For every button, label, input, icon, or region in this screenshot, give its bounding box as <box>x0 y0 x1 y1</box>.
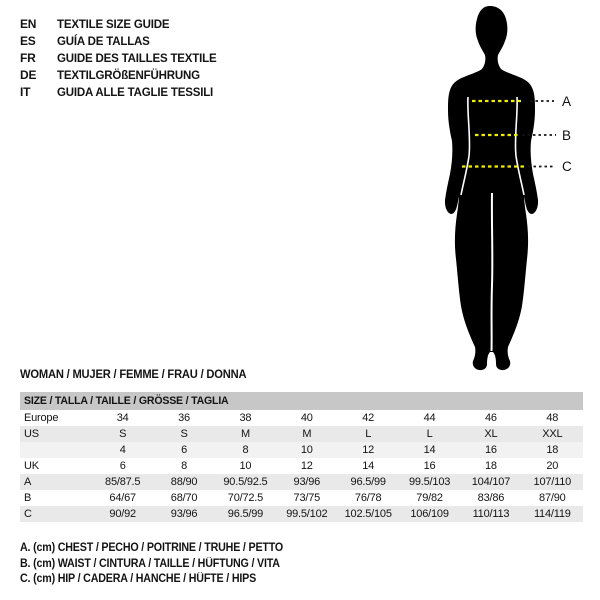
guide-title: GUIDE DES TAILLES TEXTILE <box>57 51 217 65</box>
marker-label-waist: B <box>562 128 571 143</box>
cell: 48 <box>546 412 559 424</box>
cell: 8 <box>181 460 188 472</box>
marker-label-hip: C <box>562 159 572 174</box>
cell: 90.5/92.5 <box>223 476 268 488</box>
guide-title: TEXTILGRÖßENFÜHRUNG <box>57 68 200 82</box>
cell: S <box>180 428 188 440</box>
cell: 102.5/105 <box>344 508 392 520</box>
cell: 14 <box>423 444 436 456</box>
cell: 12 <box>300 460 313 472</box>
cell: 34 <box>116 412 129 424</box>
list-item <box>20 50 223 67</box>
cell: 99.5/103 <box>408 476 451 488</box>
cell: 70/72.5 <box>227 492 264 504</box>
cell: XXL <box>542 428 563 440</box>
language-guide-list <box>20 16 223 101</box>
cell: 44 <box>423 412 436 424</box>
language-code: EN <box>20 17 37 31</box>
cell: 68/70 <box>170 492 198 504</box>
gender-heading: WOMAN / MUJER / FEMME / FRAU / DONNA <box>20 367 247 381</box>
table-row-europe <box>20 410 583 426</box>
row-label <box>20 442 92 458</box>
cell: 93/96 <box>170 508 198 520</box>
table-row-uk <box>20 458 583 474</box>
guide-title: GUÍA DE TALLAS <box>57 34 150 48</box>
cell: 14 <box>362 460 375 472</box>
table-row-chest <box>20 474 583 490</box>
cell: 99.5/102 <box>286 508 328 520</box>
table-row-us-numeric <box>20 442 583 458</box>
marker-label-chest: A <box>562 94 571 109</box>
measurement-figure <box>440 0 600 380</box>
cell: 93/96 <box>293 476 321 488</box>
cell: 106/109 <box>410 508 449 520</box>
cell: 8 <box>242 444 249 456</box>
cell: 16 <box>485 444 497 456</box>
language-code: FR <box>20 51 36 65</box>
cell: L <box>426 428 433 440</box>
row-label: US <box>24 428 39 440</box>
list-item <box>20 67 223 84</box>
row-label: B <box>24 492 32 504</box>
cell: M <box>302 428 312 440</box>
list-item <box>20 84 223 101</box>
cell: 87/90 <box>539 492 566 504</box>
cell: 96.5/99 <box>227 508 264 520</box>
cell: 16 <box>423 460 436 472</box>
cell: 6 <box>181 444 188 456</box>
measurement-legend <box>20 541 303 588</box>
cell: 38 <box>239 412 252 424</box>
cell: 64/67 <box>109 492 136 504</box>
cell: 73/75 <box>293 492 321 504</box>
legend-hip: C. (cm) HIP / CADERA / HANCHE / HÜFTE / HIPS <box>20 573 257 585</box>
cell: 42 <box>362 412 375 424</box>
cell: 96.5/99 <box>350 476 386 488</box>
cell: 4 <box>119 444 126 456</box>
language-code: ES <box>20 34 36 48</box>
cell: 12 <box>362 444 375 456</box>
cell: XL <box>484 428 498 440</box>
size-table <box>20 392 583 522</box>
cell: 110/113 <box>472 508 510 520</box>
cell: L <box>365 428 372 440</box>
table-header: SIZE / TALLA / TAILLE / GRÖSSE / TAGLIA <box>20 392 583 410</box>
legend-waist: B. (cm) WAIST / CINTURA / TAILLE / HÜFTUNG / VITA <box>20 557 280 570</box>
table-header-row <box>20 392 583 410</box>
legend-chest: A. (cm) CHEST / PECHO / POITRINE / TRUHE / PETTO <box>20 542 284 554</box>
cell: M <box>240 428 250 440</box>
row-label: UK <box>24 460 39 472</box>
cell: 114/119 <box>533 508 571 520</box>
cell: 10 <box>300 444 313 456</box>
table-row-waist <box>20 490 583 506</box>
cell: 18 <box>546 444 559 456</box>
list-item <box>20 33 223 50</box>
cell: 46 <box>485 412 497 424</box>
cell: 88/90 <box>170 476 198 488</box>
guide-title: TEXTILE SIZE GUIDE <box>57 17 170 31</box>
woman-silhouette-icon <box>440 0 600 380</box>
row-label: A <box>24 476 32 488</box>
cell: 83/86 <box>477 492 505 504</box>
list-item <box>20 16 223 33</box>
row-label: Europe <box>24 412 59 424</box>
cell: 90/92 <box>109 508 136 520</box>
language-code: DE <box>20 68 37 82</box>
language-code: IT <box>20 85 31 99</box>
cell: 104/107 <box>471 476 511 488</box>
table-row-us <box>20 426 583 442</box>
cell: 36 <box>178 412 190 424</box>
cell: 76/78 <box>354 492 382 504</box>
cell: 107/110 <box>533 476 572 488</box>
cell: S <box>119 428 127 440</box>
row-label: C <box>24 508 32 520</box>
cell: 79/82 <box>416 492 443 504</box>
table-row-hip <box>20 506 583 522</box>
cell: 6 <box>119 460 126 472</box>
cell: 85/87.5 <box>105 476 141 488</box>
cell: 18 <box>485 460 497 472</box>
cell: 20 <box>546 460 559 472</box>
cell: 10 <box>239 460 252 472</box>
guide-title: GUIDA ALLE TAGLIE TESSILI <box>57 85 214 99</box>
cell: 40 <box>300 412 313 424</box>
